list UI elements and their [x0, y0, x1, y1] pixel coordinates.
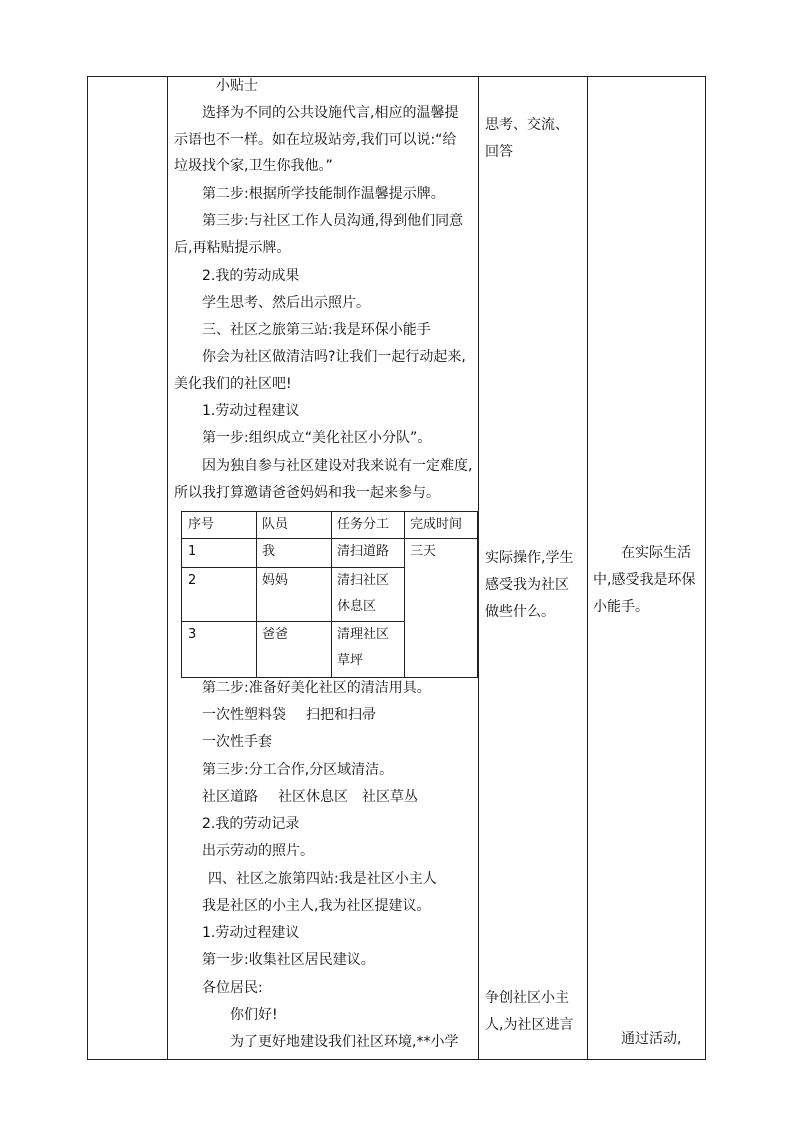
section-subtitle: 2.我的劳动成果	[202, 268, 300, 284]
table-cell: 清扫社区	[337, 573, 390, 588]
table-cell: 1	[188, 544, 197, 559]
table-cell: 妈妈	[262, 573, 289, 588]
step-text: 第三步:与社区工作人员沟通,得到他们同意	[202, 213, 464, 229]
step-text: 第三步:分工合作,分区域清洁。	[202, 762, 394, 778]
body-text: 出示劳动的照片。	[202, 843, 314, 859]
column-divider	[478, 76, 479, 1060]
tool-item: 扫把和扫帚	[306, 707, 376, 723]
task-table-divider	[331, 511, 332, 678]
table-cell: 三天	[410, 544, 437, 559]
step-text: 第一步:组织成立“美化社区小分队”。	[202, 430, 432, 446]
tool-item: 一次性手套	[202, 734, 272, 750]
student-activity: 争创社区小主人,为社区进言	[485, 990, 574, 1033]
area-item: 社区草丛	[362, 789, 418, 805]
step-text: 第一步:收集社区居民建议。	[202, 952, 375, 968]
section-title: 四、社区之旅第四站:我是社区小主人	[208, 871, 437, 887]
table-cell: 清理社区	[337, 627, 390, 642]
column-divider	[167, 76, 168, 1060]
table-cell: 3	[188, 627, 197, 642]
body-text: 学生思考、然后出示照片。	[202, 295, 370, 311]
letter-text: 为了更好地建设我们社区环境,**小学	[230, 1034, 459, 1050]
table-header: 完成时间	[410, 517, 463, 532]
table-cell: 2	[188, 573, 197, 588]
table-header: 任务分工	[337, 517, 390, 532]
tool-item: 一次性塑料袋	[202, 707, 286, 723]
table-cell: 爸爸	[262, 627, 289, 642]
tip-text: 垃圾找个家,卫生你我他。”	[174, 158, 333, 174]
table-header: 队员	[262, 517, 289, 532]
table-cell: 清扫道路	[337, 544, 390, 559]
body-text: 所以我打算邀请爸爸妈妈和我一起来参与。	[174, 485, 440, 501]
section-subtitle: 2.我的劳动记录	[202, 816, 300, 832]
step-text: 第二步:准备好美化社区的清洁用具。	[202, 680, 431, 696]
design-intent: 在实际生活中,感受我是环保小能手。	[593, 545, 696, 615]
tip-text: 选择为不同的公共设施代言,相应的温馨提	[202, 105, 459, 121]
body-text: 因为独自参与社区建设对我来说有一定难度,	[202, 458, 473, 474]
table-cell: 休息区	[337, 599, 377, 614]
letter-greeting: 你们好!	[230, 1007, 278, 1023]
area-item: 社区道路	[202, 789, 258, 805]
body-text: 你会为社区做清洁吗?让我们一起行动起来,	[202, 349, 466, 365]
student-activity: 实际操作,学生感受我为社区做些什么。	[485, 550, 574, 620]
task-table-divider	[256, 511, 257, 678]
table-header: 序号	[188, 517, 215, 532]
task-table-divider	[404, 511, 405, 678]
section-subtitle: 1.劳动过程建议	[202, 403, 300, 419]
design-intent: 通过活动,	[621, 1031, 682, 1047]
area-item: 社区休息区	[278, 789, 348, 805]
section-title: 三、社区之旅第三站:我是环保小能手	[202, 322, 431, 338]
body-text: 美化我们的社区吧!	[174, 376, 292, 392]
letter-salutation: 各位居民:	[202, 980, 263, 996]
section-subtitle: 1.劳动过程建议	[202, 925, 300, 941]
table-cell: 我	[262, 544, 276, 559]
tip-title: 小贴士	[216, 78, 258, 94]
step-text: 后,再粘贴提示牌。	[174, 240, 291, 256]
table-cell: 草坪	[337, 653, 364, 668]
student-activity: 思考、交流、回答	[485, 117, 569, 160]
column-divider	[587, 76, 588, 1060]
body-text: 我是社区的小主人,我为社区提建议。	[202, 898, 431, 914]
step-text: 第二步:根据所学技能制作温馨提示牌。	[202, 186, 445, 202]
tip-text: 示语也不一样。如在垃圾站旁,我们可以说:“给	[174, 132, 457, 148]
